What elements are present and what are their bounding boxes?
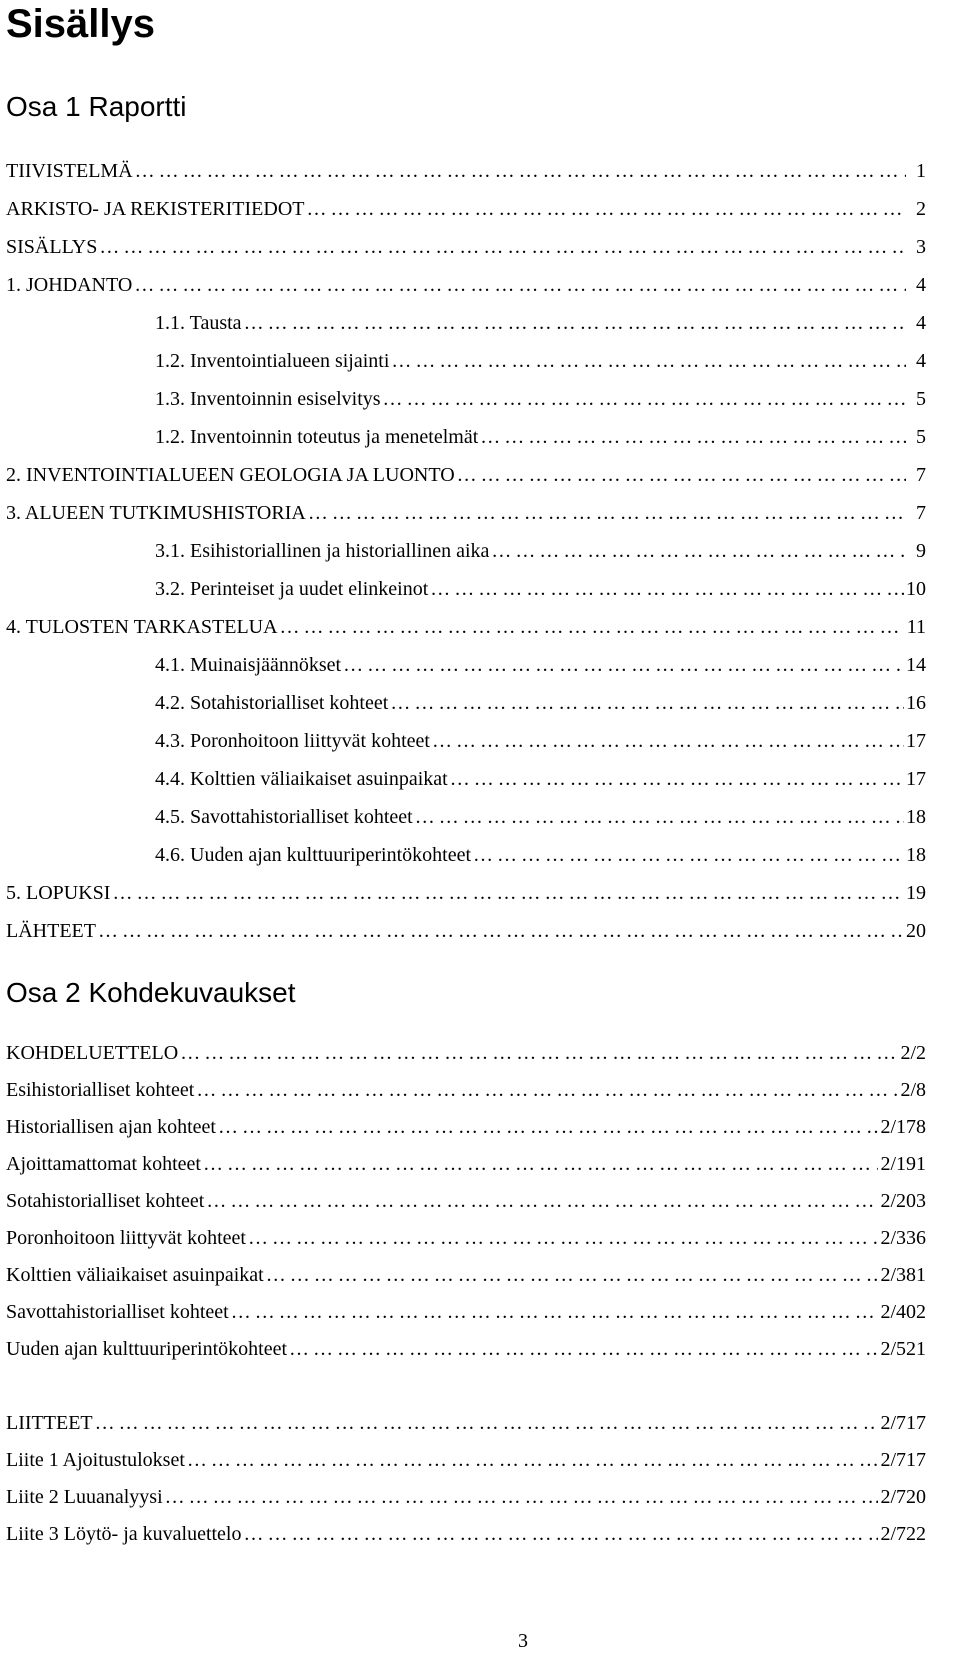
toc-dot-leader	[206, 1189, 878, 1213]
toc-entry-label: 3.1. Esihistoriallinen ja historiallinen aika	[155, 540, 490, 562]
toc-dot-leader	[390, 691, 904, 715]
toc-entry-page: 2/521	[880, 1337, 926, 1360]
toc-entry-page: 2/203	[880, 1189, 926, 1212]
part1-heading: Osa 1 Raportti	[6, 91, 187, 122]
toc-dot-leader	[343, 653, 904, 677]
toc-entry[interactable]	[6, 646, 928, 684]
toc-entry[interactable]	[6, 494, 928, 532]
toc-entry-label: LÄHTEET	[6, 920, 96, 942]
toc-entry-page: 3	[916, 236, 926, 258]
toc-entry-page: 4	[916, 312, 926, 334]
toc-entry[interactable]	[6, 1478, 928, 1515]
toc-entry-page: 2/381	[880, 1263, 926, 1286]
toc-entry-label: SISÄLLYS	[6, 236, 98, 258]
toc-entry-label: 4.5. Savottahistorialliset kohteet	[155, 806, 413, 828]
toc-entry[interactable]	[6, 874, 928, 912]
toc-entry-label: 1.1. Tausta	[155, 312, 242, 334]
toc-entry-page: 17	[906, 768, 926, 790]
toc-entry[interactable]	[6, 380, 928, 418]
toc-dot-leader	[383, 387, 906, 411]
toc-entry-page: 7	[916, 464, 926, 486]
toc-dot-leader	[432, 729, 904, 753]
toc-dot-leader	[244, 1522, 879, 1546]
toc-dot-leader	[135, 159, 906, 183]
toc-dot-leader	[95, 1411, 879, 1435]
toc-dot-leader	[187, 1448, 879, 1472]
toc-entry-page: 4	[916, 274, 926, 296]
toc-entry-label: Poronhoitoon liittyvät kohteet	[6, 1226, 246, 1249]
toc-entry[interactable]	[6, 798, 928, 836]
toc-entry-page: 11	[906, 616, 926, 638]
toc-entry-label: 4. TULOSTEN TARKASTELUA	[6, 616, 278, 638]
toc-entry[interactable]	[6, 342, 928, 380]
toc-entry-page: 18	[906, 806, 926, 828]
toc-entry[interactable]	[6, 1219, 928, 1256]
toc-entry[interactable]	[6, 684, 928, 722]
toc-entry-page: 9	[916, 540, 926, 562]
toc-part2	[6, 1034, 928, 1367]
toc-entry-page: 2/720	[880, 1485, 926, 1508]
toc-entry[interactable]	[6, 304, 928, 342]
toc-entry-label: 4.2. Sotahistorialliset kohteet	[155, 692, 389, 714]
toc-entry-page: 14	[906, 654, 926, 676]
toc-entry-label: 5. LOPUKSI	[6, 882, 111, 904]
toc-entry[interactable]	[6, 1071, 928, 1108]
toc-entry[interactable]	[6, 190, 928, 228]
toc-entry-label: 4.4. Kolttien väliaikaiset asuinpaikat	[155, 768, 448, 790]
toc-entry-label: ARKISTO- JA REKISTERITIEDOT	[6, 198, 305, 220]
toc-entry-label: 4.1. Muinaisjäännökset	[155, 654, 342, 676]
toc-entry-label: 1. JOHDANTO	[6, 274, 133, 296]
toc-entry-page: 2/178	[880, 1115, 926, 1138]
toc-entry[interactable]	[6, 1182, 928, 1219]
toc-dot-leader	[99, 235, 906, 259]
toc-dot-leader	[218, 1115, 878, 1139]
toc-entry[interactable]	[6, 1515, 928, 1552]
toc-dot-leader	[491, 539, 906, 563]
toc-entry-page: 2/717	[880, 1411, 926, 1434]
toc-entry-page: 7	[916, 502, 926, 524]
toc-entry-label: KOHDELUETTELO	[6, 1041, 179, 1064]
toc-entry[interactable]	[6, 722, 928, 760]
toc-dot-leader	[98, 919, 904, 943]
toc-dot-leader	[457, 463, 906, 487]
toc-entry[interactable]	[6, 266, 928, 304]
toc-dot-leader	[196, 1078, 898, 1102]
toc-dot-leader	[415, 805, 904, 829]
toc-entry-page: 17	[906, 730, 926, 752]
toc-entry-page: 18	[906, 844, 926, 866]
toc-part1	[6, 152, 928, 950]
toc-dot-leader	[480, 425, 906, 449]
toc-entry-page: 16	[906, 692, 926, 714]
toc-entry-page: 5	[916, 388, 926, 410]
toc-entry-label: Liite 1 Ajoitustulokset	[6, 1448, 185, 1471]
toc-entry[interactable]	[6, 608, 928, 646]
toc-entry[interactable]	[6, 570, 928, 608]
toc-dot-leader	[203, 1152, 878, 1176]
toc-entry-label: Liite 2 Luuanalyysi	[6, 1485, 163, 1508]
toc-dot-leader	[248, 1226, 878, 1250]
toc-entry-page: 5	[916, 426, 926, 448]
toc-entry[interactable]	[6, 532, 928, 570]
toc-dot-leader	[391, 349, 906, 373]
toc-entry[interactable]	[6, 1256, 928, 1293]
toc-entry-label: 1.3. Inventoinnin esiselvitys	[155, 388, 381, 410]
toc-entry[interactable]	[6, 1330, 928, 1367]
toc-entry-label: 1.2. Inventoinnin toteutus ja menetelmät	[155, 426, 479, 448]
toc-entry[interactable]	[6, 912, 928, 950]
toc-dot-leader	[134, 273, 906, 297]
toc-dot-leader	[180, 1041, 898, 1065]
toc-dot-leader	[112, 881, 904, 905]
toc-entry[interactable]	[6, 1441, 928, 1478]
toc-entry[interactable]	[6, 1145, 928, 1182]
toc-entry-page: 1	[916, 160, 926, 182]
toc-entry-label: 4.3. Poronhoitoon liittyvät kohteet	[155, 730, 430, 752]
toc-dot-leader	[231, 1300, 879, 1324]
toc-entry[interactable]	[6, 1034, 928, 1071]
toc-entry-label: 2. INVENTOINTIALUEEN GEOLOGIA JA LUONTO	[6, 464, 455, 486]
toc-entry[interactable]	[6, 1293, 928, 1330]
toc-entry-page: 2/8	[900, 1078, 926, 1101]
toc-entry-label: 1.2. Inventointialueen sijainti	[155, 350, 390, 372]
toc-dot-leader	[307, 197, 906, 221]
toc-entry[interactable]	[6, 1404, 928, 1441]
toc-entry-label: TIIVISTELMÄ	[6, 160, 133, 182]
toc-entry[interactable]	[6, 836, 928, 874]
toc-entry-label: Savottahistorialliset kohteet	[6, 1300, 229, 1323]
toc-dot-leader	[450, 767, 904, 791]
toc-entry-label: Liite 3 Löytö- ja kuvaluettelo	[6, 1522, 242, 1545]
toc-entry-page: 2	[916, 198, 926, 220]
toc-entry[interactable]	[6, 418, 928, 456]
toc-entry-label: 4.6. Uuden ajan kulttuuriperintökohteet	[155, 844, 472, 866]
toc-entry-page: 2/402	[880, 1300, 926, 1323]
toc-entry[interactable]	[6, 152, 928, 190]
toc-entry[interactable]	[6, 1108, 928, 1145]
toc-dot-leader	[430, 577, 904, 601]
toc-entry-page: 19	[906, 882, 926, 904]
toc-entry-page: 2/722	[880, 1522, 926, 1545]
toc-entry-page: 2/2	[900, 1041, 926, 1064]
toc-entry-label: Ajoittamattomat kohteet	[6, 1152, 201, 1175]
toc-entry-label: Historiallisen ajan kohteet	[6, 1115, 216, 1138]
toc-entry[interactable]	[6, 228, 928, 266]
toc-entry-label: LIITTEET	[6, 1411, 93, 1434]
toc-entry[interactable]	[6, 760, 928, 798]
toc-entry-page: 4	[916, 350, 926, 372]
toc-entry-page: 20	[906, 920, 926, 942]
toc-dot-leader	[289, 1337, 878, 1361]
page-title: Sisällys	[6, 2, 156, 46]
toc-dot-leader	[280, 615, 905, 639]
toc-entry-label: Kolttien väliaikaiset asuinpaikat	[6, 1263, 264, 1286]
toc-entry-page: 10	[906, 578, 926, 600]
toc-dot-leader	[308, 501, 906, 525]
toc-entry-page: 2/717	[880, 1448, 926, 1471]
page-number: 3	[518, 1630, 528, 1652]
toc-dot-leader	[473, 843, 904, 867]
toc-dot-leader	[165, 1485, 879, 1509]
toc-dot-leader	[266, 1263, 879, 1287]
toc-entry-page: 2/191	[880, 1152, 926, 1175]
toc-entry-page: 2/336	[880, 1226, 926, 1249]
toc-dot-leader	[244, 311, 906, 335]
toc-appendices	[6, 1404, 928, 1552]
toc-entry-label: 3. ALUEEN TUTKIMUSHISTORIA	[6, 502, 306, 524]
toc-entry[interactable]	[6, 456, 928, 494]
toc-entry-label: Esihistorialliset kohteet	[6, 1078, 195, 1101]
toc-entry-label: Sotahistorialliset kohteet	[6, 1189, 205, 1212]
part2-heading: Osa 2 Kohdekuvaukset	[6, 977, 296, 1008]
toc-entry-label: 3.2. Perinteiset ja uudet elinkeinot	[155, 578, 429, 600]
toc-entry-label: Uuden ajan kulttuuriperintökohteet	[6, 1337, 288, 1360]
